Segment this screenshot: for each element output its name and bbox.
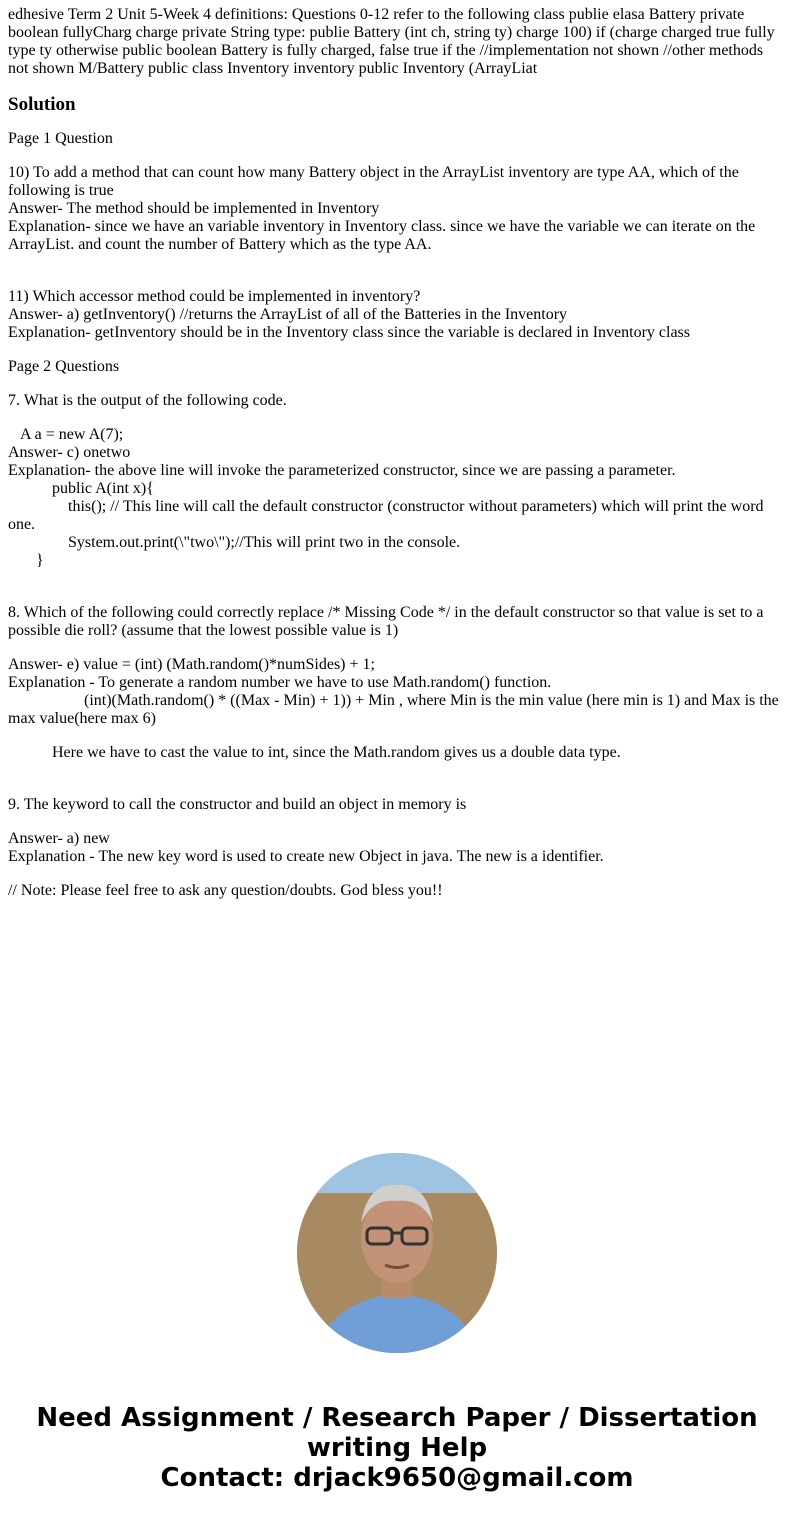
code-line: System.out.print(\"two\");//This will print two in the console. <box>8 534 461 551</box>
q11-answer: Answer- a) getInventory() //returns the ArrayList of all of the Batteries in the Inventory <box>8 306 568 323</box>
q9-answer: Answer- a) new <box>8 830 110 847</box>
question-8-body <box>8 656 786 728</box>
banner-line-2: Contact: drjack9650@gmail.com <box>160 1463 634 1493</box>
question-10 <box>8 164 786 254</box>
author-photo <box>297 1153 497 1353</box>
q8-answer: Answer- e) value = (int) (Math.random()*numSides) + 1; <box>8 656 375 673</box>
q9-explanation: Explanation - The new key word is used to create new Object in java. The new is a identifier. <box>8 848 604 865</box>
q11-text: 11) Which accessor method could be implemented in inventory? <box>8 288 421 305</box>
q10-answer: Answer- The method should be implemented in Inventory <box>8 200 380 217</box>
banner-line-1: Need Assignment / Research Paper / Dissertation writing Help <box>36 1403 758 1463</box>
q7-text: 7. What is the output of the following code. <box>8 392 287 409</box>
page2-label: Page 2 Questions <box>8 358 120 375</box>
q9-text: 9. The keyword to call the constructor and build an object in memory is <box>8 796 467 813</box>
question-11 <box>8 288 786 342</box>
q7-answer: Answer- c) onetwo <box>8 444 131 461</box>
q8-formula: (int)(Math.random() * ((Max - Min) + 1)) + Min , where Min is the min value (here min is 1) and Max is the max value(here max 6) <box>8 692 783 727</box>
q11-explanation: Explanation- getInventory should be in the Inventory class since the variable is declared in Inventory class <box>8 324 691 341</box>
code-line: } <box>8 552 44 569</box>
q10-explanation: Explanation- since we have an variable inventory in Inventory class. since we have the variable we can iterate on the ArrayList. and count the number of Battery which as the type AA. <box>8 218 759 253</box>
question-7-body <box>8 426 786 570</box>
code-line: public A(int x){ <box>8 480 154 497</box>
page1-label: Page 1 Question <box>8 130 113 147</box>
q8-note: Here we have to cast the value to int, since the Math.random gives us a double data type. <box>8 744 621 761</box>
q10-text: 10) To add a method that can count how many Battery object in the ArrayList inventory are type AA, which of the following is true <box>8 164 743 199</box>
code-line: this(); // This line will call the default constructor (constructor without parameters) which will print the word one. <box>8 498 768 533</box>
contact-banner <box>0 1403 794 1493</box>
question-9-body <box>8 830 786 866</box>
code-line: A a = new A(7); <box>8 426 124 443</box>
q8-explanation: Explanation - To generate a random number we have to use Math.random() function. <box>8 674 552 691</box>
q7-explanation: Explanation- the above line will invoke the parameterized constructor, since we are passing a parameter. <box>8 462 676 479</box>
closing-note: // Note: Please feel free to ask any question/doubts. God bless you!! <box>8 882 443 899</box>
solution-heading: Solution <box>8 94 76 115</box>
intro-text: edhesive Term 2 Unit 5-Week 4 definitions: Questions 0-12 refer to the following class publie elasa Battery private boolean fullyCharg charge private String type: publie Battery (int ch, string ty) charge 100) if (charge charged true fully type ty otherwise public boolean Battery is fully charged, false true if the //implementation not shown //other methods not shown M/Battery public class Inventory inventory public Inventory (ArrayLiat <box>8 6 775 77</box>
q8-text: 8. Which of the following could correctly replace /* Missing Code */ in the default constructor so that value is set to a possible die roll? (assume that the lowest possible value is 1) <box>8 604 764 639</box>
